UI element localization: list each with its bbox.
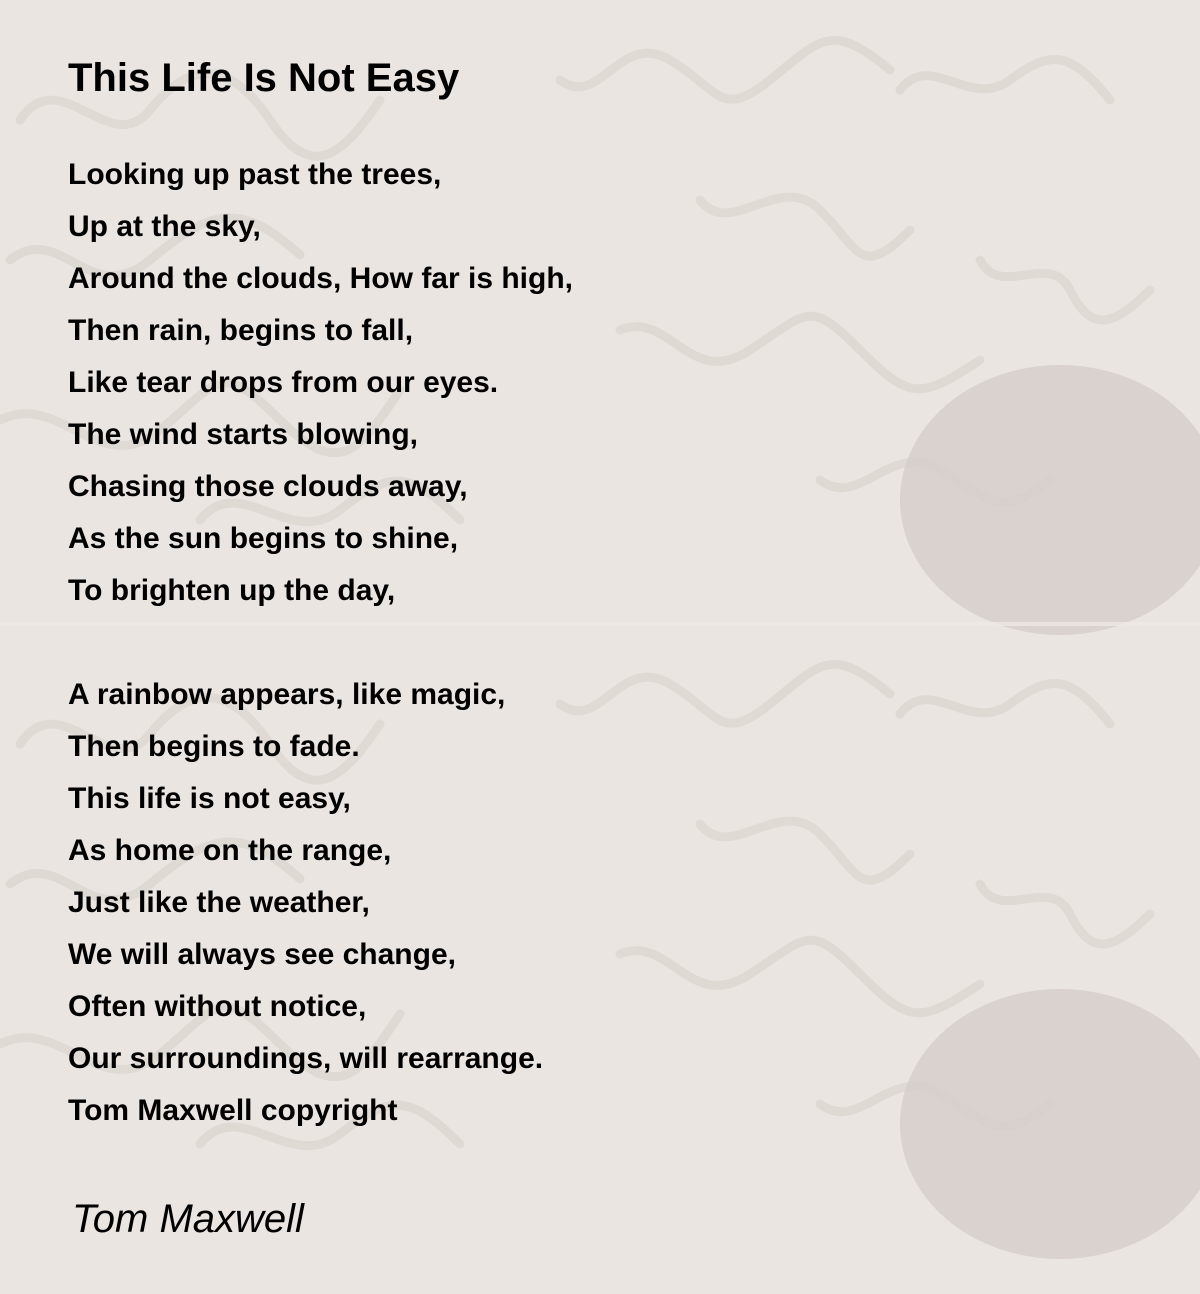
poem-line: This life is not easy, <box>68 782 351 815</box>
poem-line: We will always see change, <box>68 938 456 971</box>
poem-copyright-line: Tom Maxwell copyright <box>68 1094 398 1127</box>
poem-body <box>68 149 1128 1189</box>
poem-line: Then rain, begins to fall, <box>68 314 414 347</box>
stanza-2 <box>68 669 1128 1137</box>
poem-line: Then begins to fade. <box>68 730 360 763</box>
poem-line: Up at the sky, <box>68 210 261 243</box>
poem-line: Looking up past the trees, <box>68 158 442 191</box>
poem-line: Often without notice, <box>68 990 367 1023</box>
poem-line: As the sun begins to shine, <box>68 522 459 555</box>
poem-title: This Life Is Not Easy <box>68 56 460 100</box>
poem-line: Just like the weather, <box>68 886 370 919</box>
stanza-1 <box>68 149 1128 617</box>
poem-line: Chasing those clouds away, <box>68 470 468 503</box>
poem-line: To brighten up the day, <box>68 574 396 607</box>
poem-line: Around the clouds, How far is high, <box>68 262 574 295</box>
poem-line: Like tear drops from our eyes. <box>68 366 499 399</box>
poem-line: As home on the range, <box>68 834 392 867</box>
poem-line: A rainbow appears, like magic, <box>68 678 506 711</box>
poem-line: Our surroundings, will rearrange. <box>68 1042 544 1075</box>
poem-author: Tom Maxwell <box>72 1197 304 1241</box>
poem-line: The wind starts blowing, <box>68 418 419 451</box>
